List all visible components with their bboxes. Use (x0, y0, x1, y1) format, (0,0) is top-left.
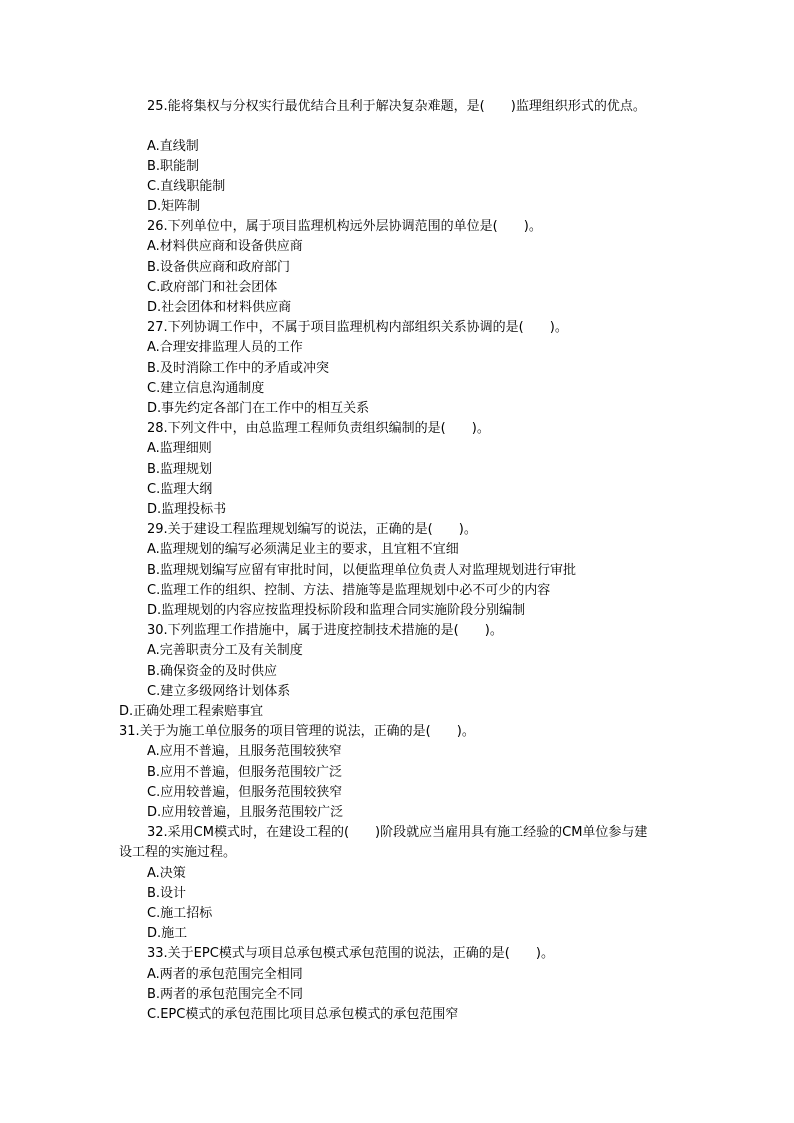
question-25-option-d: D.矩阵制 (147, 199, 201, 214)
question-25-option-c: C.直线职能制 (147, 179, 226, 194)
question-28-option-d: D.监理投标书 (147, 502, 227, 517)
question-28-stem: 28.下列文件中，由总监理工程师负责组织编制的是( )。 (147, 421, 490, 436)
question-27-option-b: B.及时消除工作中的矛盾或冲突 (147, 361, 330, 376)
question-26-option-c: C.政府部门和社会团体 (147, 280, 278, 295)
question-28-option-c: C.监理大纲 (147, 482, 213, 497)
question-26-stem: 26.下列单位中，属于项目监理机构远外层协调范围的单位是( )。 (147, 219, 542, 234)
question-31-stem: 31.关于为施工单位服务的项目管理的说法，正确的是( )。 (119, 724, 475, 739)
question-31-option-c: C.应用较普遍，但服务范围较狭窄 (147, 785, 343, 800)
question-29-option-a: A.监理规划的编写必须满足业主的要求，且宜粗不宜细 (147, 542, 459, 557)
question-31-option-a: A.应用不普遍，且服务范围较狭窄 (147, 744, 342, 759)
question-32-stem-continued: 设工程的实施过程。 (119, 845, 237, 860)
question-28-option-b: B.监理规划 (147, 462, 213, 477)
question-30-stem: 30.下列监理工作措施中，属于进度控制技术措施的是( )。 (147, 623, 503, 638)
question-25-option-a: A.直线制 (147, 139, 199, 154)
question-32-option-b: B.设计 (147, 886, 187, 901)
question-29-stem: 29.关于建设工程监理规划编写的说法，正确的是( )。 (147, 522, 477, 537)
question-33-stem: 33.关于EPC模式与项目总承包模式承包范围的说法，正确的是( )。 (147, 946, 554, 961)
question-33-option-c: C.EPC模式的承包范围比项目总承包模式的承包范围窄 (147, 1007, 459, 1022)
question-26-option-a: A.材料供应商和设备供应商 (147, 239, 303, 254)
question-29-option-c: C.监理工作的组织、控制、方法、措施等是监理规划中必不可少的内容 (147, 583, 551, 598)
question-29-option-b: B.监理规划编写应留有审批时间，以便监理单位负责人对监理规划进行审批 (147, 563, 577, 578)
question-25-option-b: B.职能制 (147, 159, 200, 174)
question-31-option-d: D.应用较普遍，且服务范围较广泛 (147, 805, 344, 820)
question-27-stem: 27.下列协调工作中，不属于项目监理机构内部组织关系协调的是( )。 (147, 320, 568, 335)
question-33-option-a: A.两者的承包范围完全相同 (147, 967, 303, 982)
question-27-option-d: D.事先约定各部门在工作中的相互关系 (147, 401, 370, 416)
question-32-option-c: C.施工招标 (147, 906, 213, 921)
question-27-option-c: C.建立信息沟通制度 (147, 381, 265, 396)
question-26-option-b: B.设备供应商和政府部门 (147, 260, 291, 275)
question-30-option-b: B.确保资金的及时供应 (147, 664, 278, 679)
question-30-option-c: C.建立多级网络计划体系 (147, 684, 291, 699)
question-30-option-a: A.完善职责分工及有关制度 (147, 643, 303, 658)
question-26-option-d: D.社会团体和材料供应商 (147, 300, 292, 315)
question-32-stem: 32.采用CM模式时，在建设工程的( )阶段就应当雇用具有施工经验的CM单位参与建 (147, 825, 648, 840)
question-29-option-d: D.监理规划的内容应按监理投标阶段和监理合同实施阶段分别编制 (147, 603, 526, 618)
question-30-option-d: D.正确处理工程索赔事宜 (119, 704, 264, 719)
question-27-option-a: A.合理安排监理人员的工作 (147, 340, 303, 355)
question-31-option-b: B.应用不普遍，但服务范围较广泛 (147, 765, 343, 780)
question-32-option-d: D.施工 (147, 926, 188, 941)
question-32-option-a: A.决策 (147, 866, 186, 881)
question-28-option-a: A.监理细则 (147, 441, 212, 456)
question-25-stem: 25.能将集权与分权实行最优结合且利于解决复杂难题，是( )监理组织形式的优点。 (147, 99, 646, 114)
question-33-option-b: B.两者的承包范围完全不同 (147, 987, 304, 1002)
